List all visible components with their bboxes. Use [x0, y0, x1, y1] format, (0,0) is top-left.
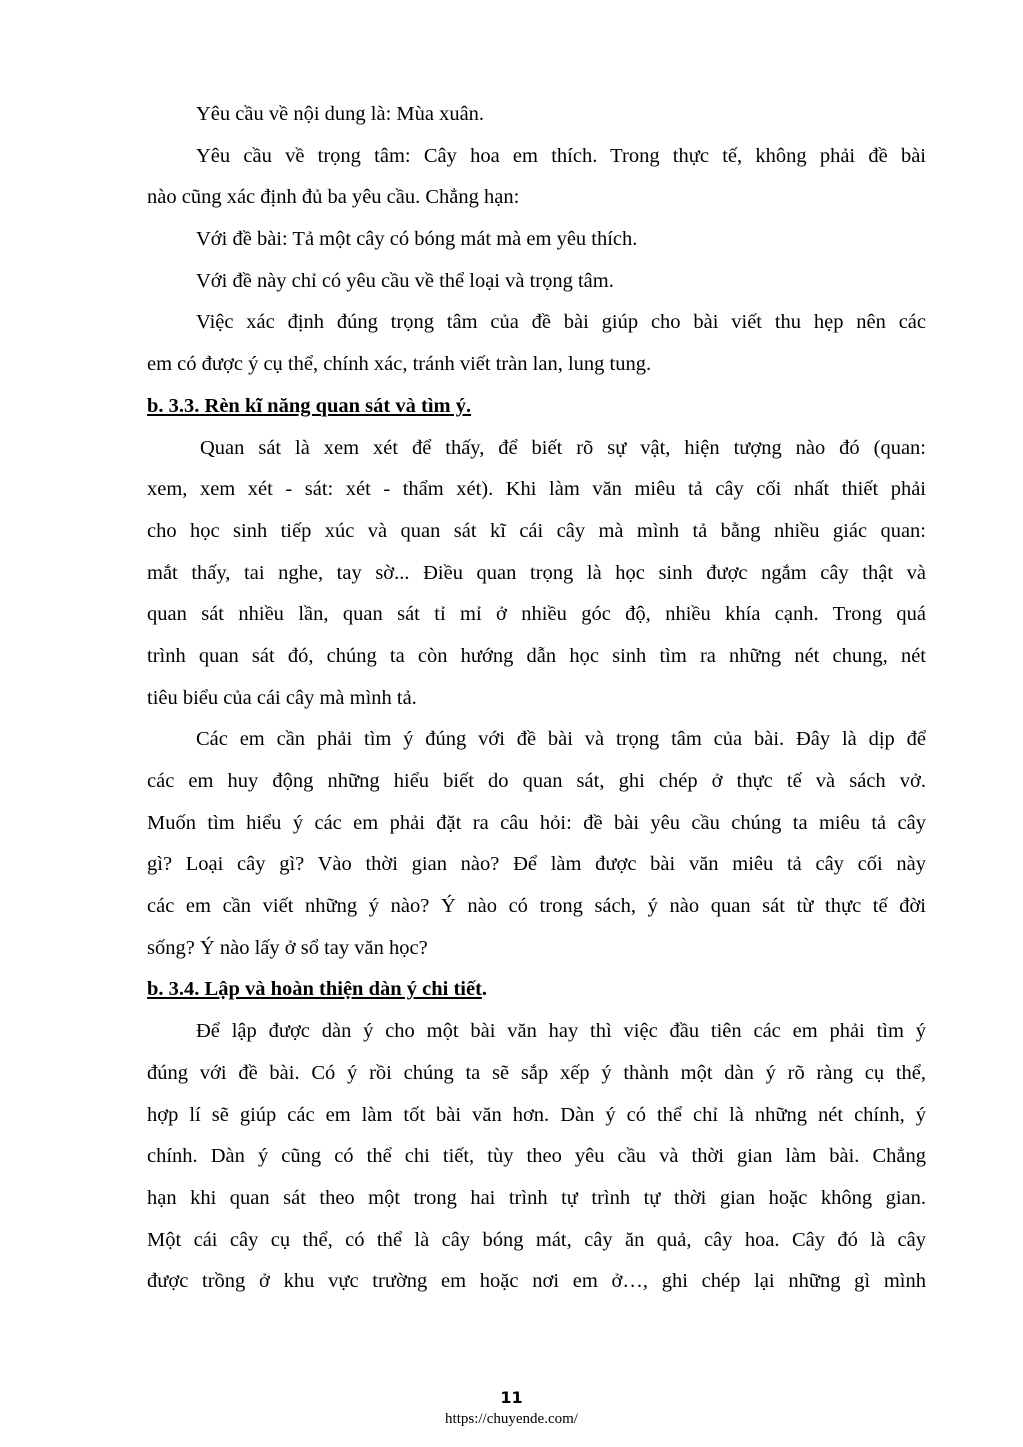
document-page [147, 94, 926, 1303]
paragraph-line: chính. Dàn ý cũng có thể chi tiết, tùy theo yêu cầu và thời gian làm bài. Chẳng [147, 1145, 926, 1168]
section-heading-3-4 [147, 969, 926, 1011]
section-heading-3-4-text: b. 3.4. Lập và hoàn thiện dàn ý chi tiết [147, 978, 482, 1001]
paragraph-line: Với đề này chỉ có yêu cầu về thể loại và trọng tâm. [196, 269, 614, 292]
paragraph-line: hạn khi quan sát theo một trong hai trình tự trình tự thời gian hoặc không gian. [147, 1186, 926, 1209]
paragraph-line: em có được ý cụ thể, chính xác, tránh viết tràn lan, lung tung. [147, 353, 652, 376]
paragraph-line: Việc xác định đúng trọng tâm của đề bài giúp cho bài viết thu hẹp nên các [196, 311, 926, 334]
paragraph-line: Yêu cầu về nội dung là: Mùa xuân. [196, 103, 485, 125]
paragraph-line: quan sát nhiều lần, quan sát tỉ mỉ ở nhiều góc độ, nhiều khía cạnh. Trong quá [147, 603, 926, 626]
section-heading-3-4-period: . [481, 978, 488, 1001]
paragraph-line: tiêu biểu của cái cây mà mình tả. [147, 686, 417, 709]
paragraph-line: Các em cần phải tìm ý đúng với đề bài và trọng tâm của bài. Đây là dịp để [196, 728, 926, 751]
paragraph-line: mắt thấy, tai nghe, tay sờ... Điều quan trọng là học sinh được ngắm cây thật và [147, 561, 926, 584]
paragraph-line: Yêu cầu về trọng tâm: Cây hoa em thích. Trong thực tế, không phải đề bài [196, 144, 926, 167]
section-heading-3-3-text: b. 3.3. Rèn kĩ năng quan sát và tìm ý. [147, 394, 472, 417]
footer-url: https://chuyende.com/ [445, 1411, 578, 1427]
paragraph-line: Muốn tìm hiểu ý các em phải đặt ra câu hỏi: đề bài yêu cầu chúng ta miêu tả cây [147, 811, 926, 834]
paragraph-line: các em huy động những hiểu biết do quan sát, ghi chép ở thực tế và sách vở. [147, 770, 926, 792]
paragraph-line: hợp lí sẽ giúp các em làm tốt bài văn hơn. Dàn ý có thể chỉ là những nét chính, ý [147, 1103, 926, 1126]
paragraph-line: sống? Ý nào lấy ở sổ tay văn học? [147, 936, 428, 959]
paragraph-line: trình quan sát đó, chúng ta còn hướng dẫn học sinh tìm ra những nét chung, nét [147, 644, 926, 667]
paragraph-line: các em cần viết những ý nào? Ý nào có trong sách, ý nào quan sát từ thực tế đời [147, 895, 926, 918]
paragraph-line: Với đề bài: Tả một cây có bóng mát mà em yêu thích. [196, 228, 638, 251]
paragraph-line: Quan sát là xem xét để thấy, để biết rõ sự vật, hiện tượng nào đó (quan: [200, 436, 926, 459]
paragraph-line: đúng với đề bài. Có ý rồi chúng ta sẽ sắp xếp ý thành một dàn ý rõ ràng cụ thể, [147, 1061, 926, 1084]
paragraph-line: xem, xem xét - sát: xét - thẩm xét). Khi làm văn miêu tả cây cối nhất thiết phải [147, 478, 926, 501]
paragraph-line: gì? Loại cây gì? Vào thời gian nào? Để làm được bài văn miêu tả cây cối này [147, 853, 926, 876]
paragraph-line: cho học sinh tiếp xúc và quan sát kĩ cái cây mà mình tả bằng nhiều giác quan: [147, 519, 926, 542]
paragraph-line: Để lập được dàn ý cho một bài văn hay thì việc đầu tiên các em phải tìm ý [196, 1020, 926, 1043]
paragraph-line: Một cái cây cụ thể, có thể là cây bóng mát, cây ăn quả, cây hoa. Cây đó là cây [147, 1228, 926, 1251]
paragraph-line: được trồng ở khu vực trường em hoặc nơi em ở…, ghi chép lại những gì mình [147, 1270, 926, 1293]
page-number: 11 [500, 1388, 523, 1407]
paragraph-line: nào cũng xác định đủ ba yêu cầu. Chẳng hạn: [147, 186, 520, 209]
section-heading-3-3 [147, 386, 926, 428]
